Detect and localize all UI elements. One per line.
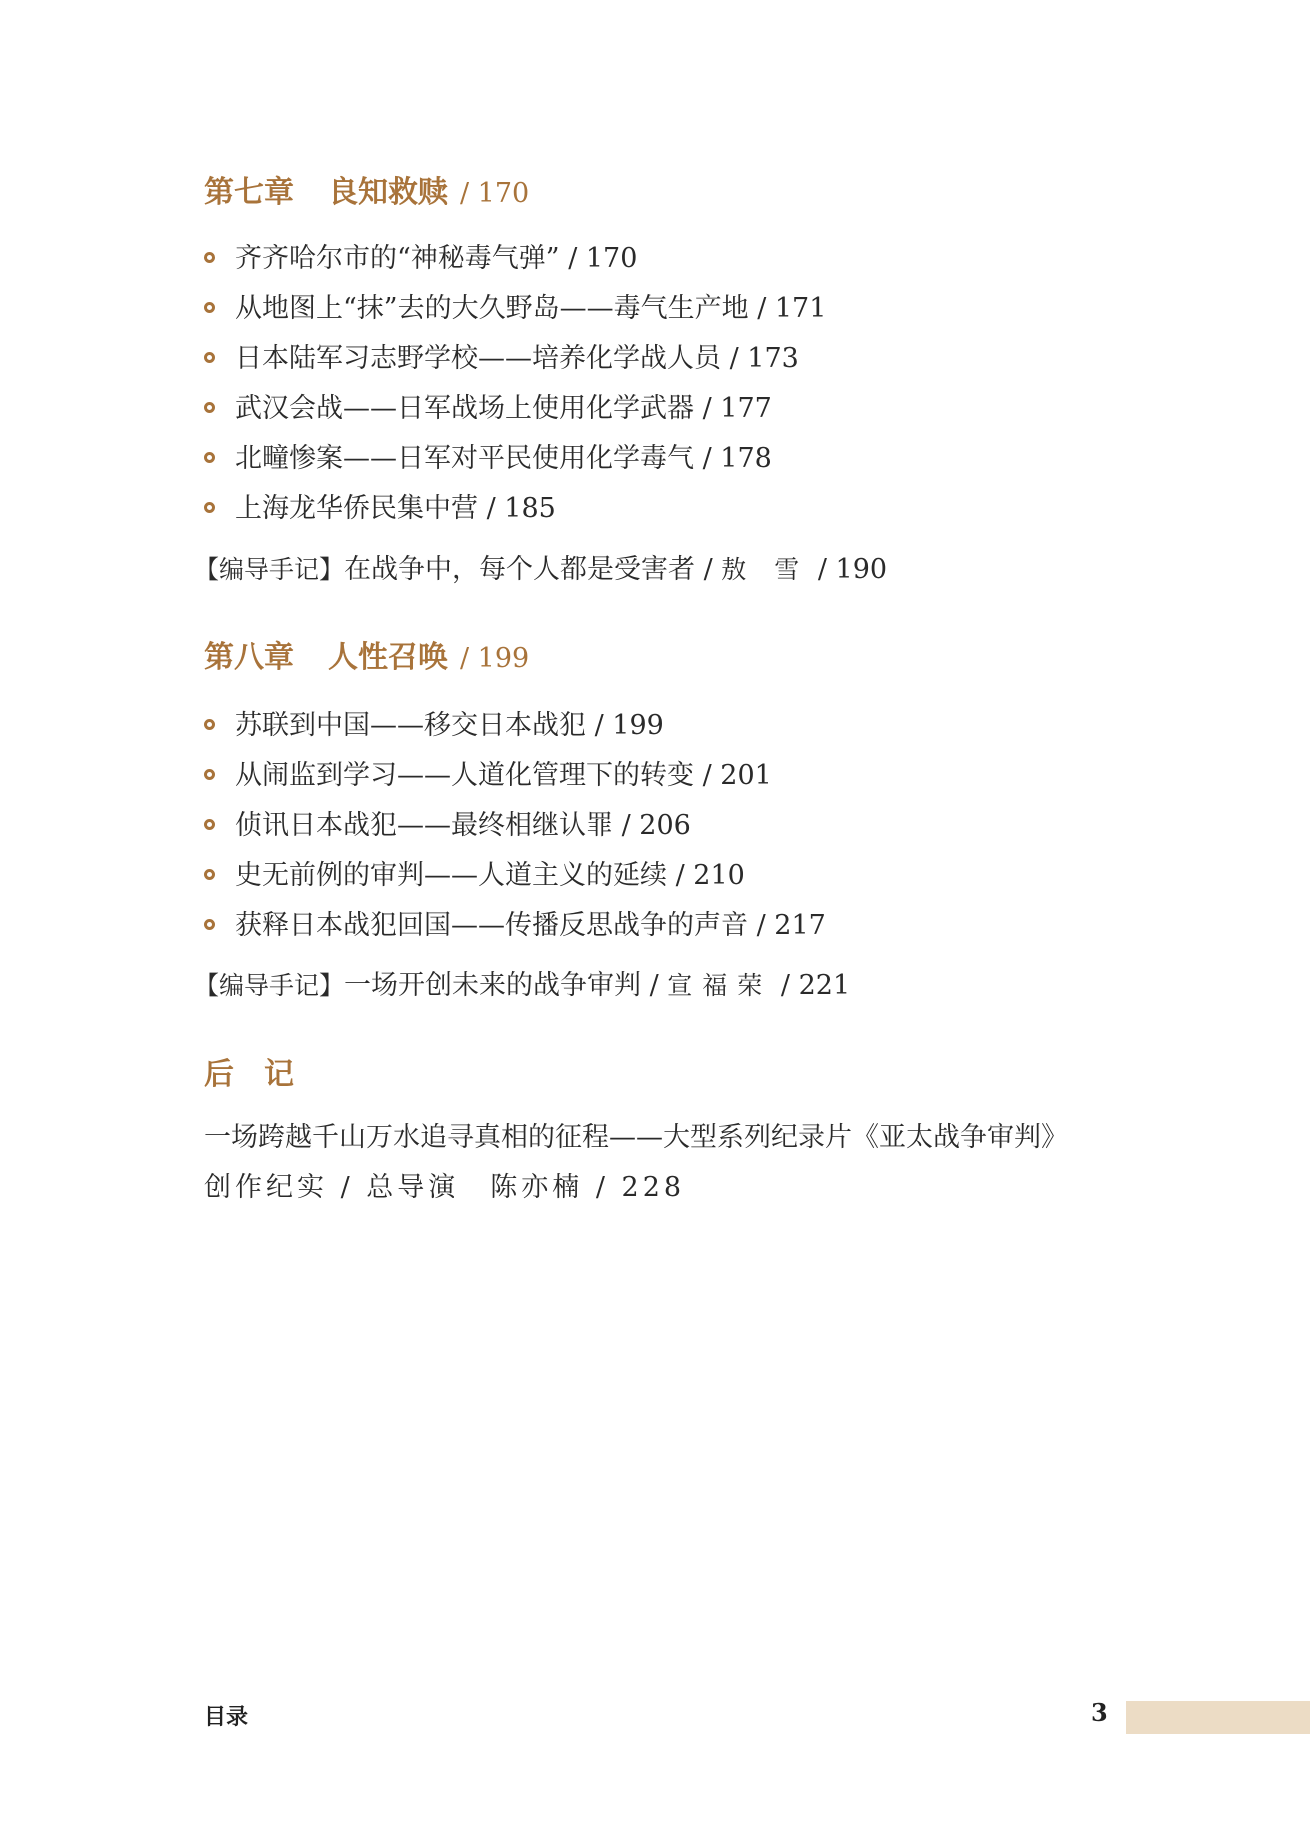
toc-entry-text: 从地图上“抹”去的大久野岛——毒气生产地 / 171 [235,293,827,324]
bullet-icon [204,869,215,880]
director-note-tag: 【编导手记】 [194,971,345,1000]
footer-page-number: 3 [1091,1698,1108,1727]
bullet-icon [204,502,215,513]
chapter-7-page: / 170 [460,178,530,209]
chapter-8-page: / 199 [460,643,530,674]
bullet-icon [204,769,215,780]
bullet-icon [204,402,215,413]
toc-entry-text: 史无前例的审判——人道主义的延续 / 210 [235,860,745,891]
toc-entry[interactable] [204,391,772,427]
bullet-icon [204,819,215,830]
director-note-page: / 190 [817,554,888,585]
chapter-7-label: 第七章 [204,175,294,210]
toc-entry[interactable] [204,858,745,894]
toc-entry-text: 齐齐哈尔市的“神秘毒气弹” / 170 [235,243,638,274]
bullet-icon [204,252,215,263]
director-note-author: 敖 雪 [721,555,810,584]
director-note-text: 在战争中，每个人都是受害者 / [344,554,713,585]
toc-entry-text: 北疃惨案——日军对平民使用化学毒气 / 178 [235,443,772,474]
afterword-entry-line-1[interactable]: 一场跨越千山万水追寻真相的征程——大型系列纪录片《亚太战争审判》 [204,1122,1068,1153]
chapter-8-label: 第八章 [204,640,294,675]
toc-entry[interactable] [204,708,664,744]
chapter-7-title: 良知救赎 [328,175,448,210]
bullet-icon [204,719,215,730]
toc-entry-text: 上海龙华侨民集中营 / 185 [235,493,556,524]
toc-entry[interactable] [204,491,556,527]
bullet-icon [204,352,215,363]
toc-entry[interactable] [204,758,772,794]
chapter-8-title: 人性召唤 [328,640,448,675]
toc-entry-text: 从闹监到学习——人道化管理下的转变 / 201 [235,760,772,791]
toc-entry[interactable] [204,908,826,944]
director-note-text: 一场开创未来的战争审判 / [344,970,659,1001]
bullet-icon [204,919,215,930]
afterword-entry-line-2[interactable]: 创作纪实 / 总导演 陈亦楠 / 228 [204,1172,686,1203]
director-note-author: 宣福荣 [667,971,773,1000]
director-note-tag: 【编导手记】 [194,555,345,584]
toc-entry-text: 武汉会战——日军战场上使用化学武器 / 177 [235,393,772,424]
chapter-8-heading[interactable] [204,638,529,679]
director-note[interactable] [194,552,887,588]
toc-entry-text: 侦讯日本战犯——最终相继认罪 / 206 [235,810,691,841]
toc-entry[interactable] [204,291,826,327]
bullet-icon [204,302,215,313]
toc-entry[interactable] [204,341,799,377]
afterword-title: 后 记 [204,1057,294,1092]
afterword-heading[interactable] [204,1055,294,1095]
toc-entry-text: 日本陆军习志野学校——培养化学战人员 / 173 [235,343,799,374]
footer-decor-bar [1126,1701,1310,1734]
director-note[interactable] [194,968,850,1004]
toc-entry-text: 苏联到中国——移交日本战犯 / 199 [235,710,664,741]
toc-entry[interactable] [204,241,637,277]
footer-section-title: 目录 [204,1705,249,1730]
toc-entry-text: 获释日本战犯回国——传播反思战争的声音 / 217 [235,910,826,941]
chapter-7-heading[interactable] [204,173,529,214]
director-note-page: / 221 [780,970,851,1001]
toc-entry[interactable] [204,441,772,477]
toc-entry[interactable] [204,808,691,844]
bullet-icon [204,452,215,463]
